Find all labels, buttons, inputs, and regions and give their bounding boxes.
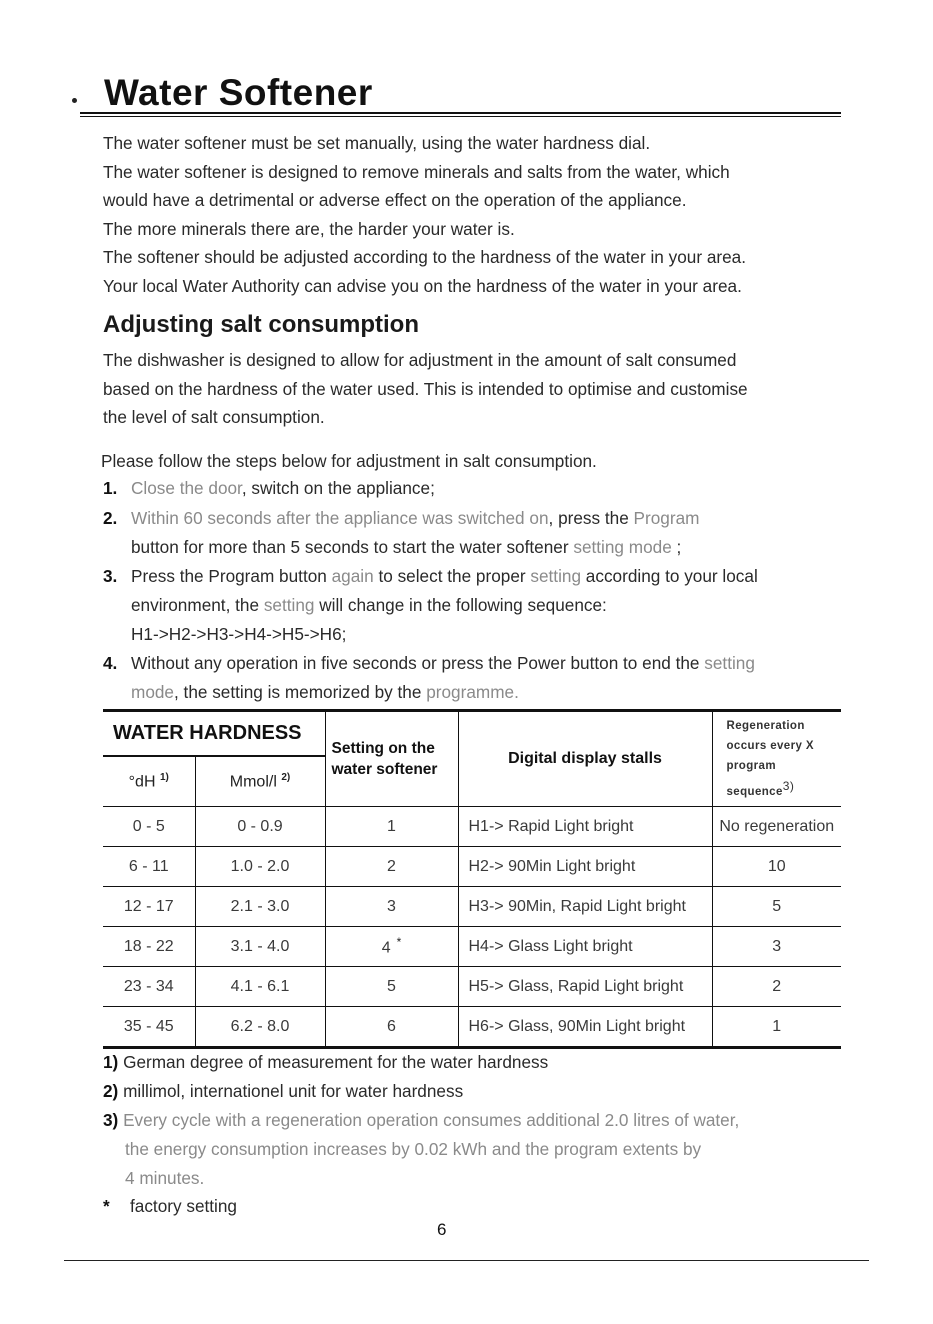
footnote-text: Every cycle with a regeneration operation consumes additional 2.0 litres of water, [123, 1110, 740, 1130]
footnote-mark: 3) [103, 1110, 119, 1130]
step-number: 3. [103, 566, 118, 586]
step-text: environment, the [131, 595, 264, 615]
step-text: to select the proper [373, 566, 531, 586]
header-setting [325, 711, 458, 807]
factory-setting-mark: * [396, 935, 402, 950]
step-number: 2. [103, 508, 118, 528]
title-underline [80, 112, 841, 114]
cell-setting: 3 [325, 887, 458, 927]
cell-setting [325, 927, 458, 967]
unit-mmol [195, 756, 325, 807]
cell-mmol: 4.1 - 6.1 [195, 967, 325, 1007]
intro-line: The water softener is designed to remove minerals and salts from the water, which [103, 161, 730, 182]
table-row [103, 887, 841, 927]
cell-regen: 5 [712, 887, 841, 927]
intro-line: The more minerals there are, the harder your water is. [103, 218, 515, 239]
header-regeneration [712, 711, 841, 807]
footnote-ref: 1) [159, 771, 169, 783]
table-row [103, 967, 841, 1007]
step-text-highlight: again [331, 566, 374, 586]
step-4 [103, 649, 863, 707]
step-text: button for more than 5 seconds to start the water softener [131, 537, 574, 557]
cell-setting: 5 [325, 967, 458, 1007]
cell-display: H3-> 90Min, Rapid Light bright [458, 887, 712, 927]
header-regen-line: Regeneration [726, 720, 805, 733]
cell-mmol: 2.1 - 3.0 [195, 887, 325, 927]
desc-line: The dishwasher is designed to allow for adjustment in the amount of salt consumed [103, 350, 737, 370]
desc-line: based on the hardness of the water used. This is intended to optimise and customise [103, 378, 748, 399]
step-text: Press the Program button [131, 566, 332, 586]
header-display: Digital display stalls [458, 711, 712, 807]
cell-regen: No regeneration [712, 807, 841, 847]
cell-display: H2-> 90Min Light bright [458, 847, 712, 887]
footnote-mark: 2) [103, 1081, 119, 1101]
footnote-2 [103, 1077, 863, 1106]
step-text: , switch on the appliance; [241, 478, 435, 498]
step-2 [103, 504, 863, 562]
unit-dh [103, 756, 195, 807]
cell-dh: 35 - 45 [103, 1007, 195, 1048]
cell-mmol: 0 - 0.9 [195, 807, 325, 847]
footnote-ref: 3) [782, 779, 795, 794]
bullet-icon [72, 98, 77, 103]
intro-line: The softener should be adjusted according to the hardness of the water in your area. [103, 247, 747, 268]
step-text: Without any operation in five seconds or press the Power button to end the [131, 653, 705, 673]
footnote-3 [103, 1106, 863, 1193]
intro-line: The water softener must be set manually, using the water hardness dial. [103, 133, 651, 153]
cell-mmol: 3.1 - 4.0 [195, 927, 325, 967]
cell-setting: 2 [325, 847, 458, 887]
factory-setting-note [103, 1196, 237, 1217]
intro-paragraph [103, 129, 843, 301]
footnote-text: German degree of measurement for the water hardness [123, 1052, 549, 1072]
cell-dh: 0 - 5 [103, 807, 195, 847]
step-text: according to your local [581, 566, 758, 586]
step-text: H1->H2->H3->H4->H5->H6; [131, 624, 347, 644]
cell-setting: 1 [325, 807, 458, 847]
step-text-highlight: Program [633, 508, 700, 528]
step-text-highlight: Within 60 seconds after the appliance was switched on [131, 508, 549, 528]
step-text-highlight: setting [704, 653, 755, 673]
table-row [103, 807, 841, 847]
steps-list [103, 447, 863, 707]
step-text-highlight: . [514, 682, 519, 702]
step-text: , the setting is memorized by the [174, 682, 427, 702]
step-text-highlight: setting mode [573, 537, 672, 557]
footnote-mark: 1) [103, 1052, 119, 1072]
cell-regen: 1 [712, 1007, 841, 1048]
step-text-highlight: Close the door [131, 478, 242, 498]
unit-dh-label: °dH [128, 773, 156, 791]
footnote-1 [103, 1048, 863, 1077]
table-row [103, 1007, 841, 1048]
footnote-text: millimol, internationel unit for water hardness [123, 1081, 464, 1101]
table-row [103, 847, 841, 887]
step-text-highlight: setting [263, 595, 315, 615]
cell-regen: 3 [712, 927, 841, 967]
cell-mmol: 6.2 - 8.0 [195, 1007, 325, 1048]
intro-line: Your local Water Authority can advise you on the hardness of the water in your area. [103, 275, 742, 296]
footnotes [103, 1048, 863, 1193]
footnote-ref: 2) [281, 771, 291, 783]
page-header [66, 70, 841, 118]
water-hardness-table [103, 709, 841, 1049]
header-regen-line: sequence [726, 785, 783, 798]
asterisk-mark: * [103, 1196, 110, 1216]
step-text-highlight: mode [131, 682, 174, 702]
step-text-highlight: setting [530, 566, 582, 586]
description-paragraph [103, 346, 843, 432]
step-1 [103, 476, 863, 501]
step-text: , press the [548, 508, 634, 528]
cell-setting-value: 4 [381, 939, 391, 957]
desc-line: the level of salt consumption. [103, 407, 325, 428]
steps-intro: Please follow the steps below for adjustment in salt consumption. [101, 451, 597, 471]
cell-dh: 6 - 11 [103, 847, 195, 887]
step-text: ; [671, 537, 682, 557]
page-number: 6 [437, 1220, 447, 1239]
step-text-highlight: programme [426, 682, 515, 702]
cell-dh: 23 - 34 [103, 967, 195, 1007]
header-water-hardness: WATER HARDNESS [113, 722, 302, 744]
table-row [103, 927, 841, 967]
unit-mmol-label: Mmol/l [229, 773, 277, 791]
cell-setting: 6 [325, 1007, 458, 1048]
cell-display: H1-> Rapid Light bright [458, 807, 712, 847]
header-setting-line: Setting on the [331, 740, 435, 757]
cell-regen: 10 [712, 847, 841, 887]
cell-dh: 12 - 17 [103, 887, 195, 927]
footnote-text: the energy consumption increases by 0.02 kWh and the program extents by [125, 1139, 702, 1159]
cell-display: H4-> Glass Light bright [458, 927, 712, 967]
cell-regen: 2 [712, 967, 841, 1007]
header-setting-line: water softener [331, 761, 438, 778]
cell-mmol: 1.0 - 2.0 [195, 847, 325, 887]
cell-display: H6-> Glass, 90Min Light bright [458, 1007, 712, 1048]
step-number: 1. [103, 478, 118, 498]
step-3 [103, 562, 863, 649]
cell-display: H5-> Glass, Rapid Light bright [458, 967, 712, 1007]
title-underline-thin [80, 116, 841, 117]
header-regen-line: occurs every X [726, 740, 814, 753]
step-number: 4. [103, 653, 118, 673]
intro-line: would have a detrimental or adverse effect on the operation of the appliance. [103, 190, 687, 211]
header-regen-line: program [726, 760, 776, 773]
footer-divider [64, 1260, 869, 1261]
factory-setting-text: factory setting [130, 1196, 237, 1216]
section-heading: Adjusting salt consumption [103, 311, 419, 338]
step-text: will change in the following sequence: [314, 595, 607, 615]
footnote-text: 4 minutes. [125, 1168, 205, 1188]
cell-dh: 18 - 22 [103, 927, 195, 967]
page-title: Water Softener [104, 72, 373, 113]
